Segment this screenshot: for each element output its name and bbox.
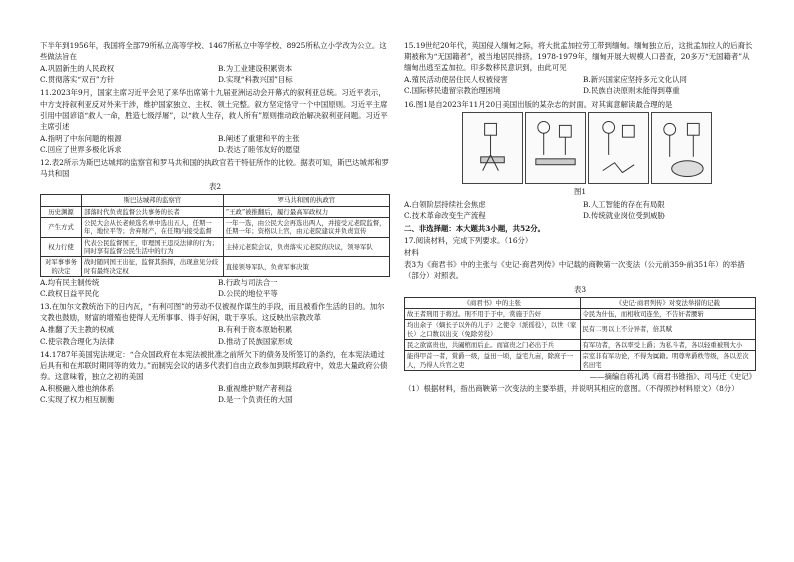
q14-stem: 14.1787年美国宪法规定：“合众国政府在本宪法被批准之前所欠下的债务及所签订的条约，在本宪法通过后具有和在邦联时期同等的效力。”而制宪会议的诸多代表们自由立政参加到联邦政府中，效忠大量政府公债券。这意味着，独立之初的美国: [40, 349, 388, 381]
comic-panel-2: [525, 112, 586, 184]
table-cell: 有军功者，各以率受上爵；为私斗者，各以轻重被刑大小: [580, 339, 756, 350]
table-cell: 均出余子（嫡长子以外的儿子）之使令（派徭役），以世（家长）之口数以出支（免除劳役）: [405, 320, 581, 340]
comic-panel-1: [462, 112, 523, 184]
q12-options: [40, 277, 390, 299]
option-d: D.是一个负责任的大国: [218, 395, 293, 405]
q13-options: [40, 324, 390, 346]
option-b: B.阐述了重建和平的主张: [218, 133, 300, 143]
table-cell: 民有二男以上不分异者，倍其赋: [580, 320, 756, 340]
option-d: D.传统就业岗位受到威胁: [583, 210, 665, 220]
table-cell: 部落时代负责监督公共事务的长者: [82, 206, 224, 217]
q15-stem: 15.19世纪20年代，英国侵入缅甸之际，将大批孟加拉劳工带到缅甸。缅甸独立后，这批孟加拉人的后裔长期被称为“无国籍者”，被当地居民排挤。1978-1979年，缅甸开展大规模人口普查，20多万“无国籍者”从缅甸出逃至孟加拉。印多数移民意识到，由此可见: [404, 41, 753, 73]
option-c: C.技术革命改变生产流程: [404, 210, 486, 220]
q13-stem: 13.在加尔文教统治下的日内瓦，“有利可图”的劳动不仅被视作谋生的手段，而且被看作生活的目的。加尔文教也鼓励，财富的增殖也使得人无所事事、得手好闲，耽于享乐。这反映出宗教改革: [40, 302, 385, 323]
table-cell: 战时随同国王出征，监督其指挥，出现意见分歧时有最终决定权: [82, 257, 224, 277]
header-cell: 《史记·商君列传》对变法举措的记载: [580, 297, 756, 308]
table-cell: 令民为什伍，而相收司连坐，不告奸者腰斩: [580, 308, 756, 319]
row-label: 对军事事务的决定: [41, 257, 82, 277]
option-a: A.推翻了天主教的权威: [40, 325, 115, 335]
comic-illustration: [462, 112, 712, 184]
header-cell: [41, 195, 82, 206]
option-d: D.推动了民族国家形成: [218, 336, 293, 346]
comic-panel-3: [588, 112, 649, 184]
table-cell: 故王者刑用于将过。刑不用于于中，赏施于告奸: [405, 308, 581, 319]
q12-stem: 12.表2所示为斯巴达城邦的监察官和罗马共和国的执政官若干特征所作的比较。据表可知，斯巴达城邦和罗马共和国: [40, 158, 390, 179]
table-cell: 民之欲富贵也，共阖棺而后止。而富贵之门必出于兵: [405, 339, 581, 350]
table-row: [405, 339, 756, 350]
q15-options: [404, 74, 756, 96]
header-cell: 斯巴达城邦的监察官: [82, 195, 224, 206]
table-cell: “王政”被推翻后，履行最高军政权力: [223, 206, 389, 217]
option-c: C.政权日益平民化: [40, 289, 100, 299]
q16-options: [404, 199, 756, 221]
q10-options: [40, 63, 390, 85]
option-c: C.回应了世界多极化诉求: [40, 144, 122, 154]
option-a: A.均有民主制传统: [40, 278, 100, 288]
figure-caption: 图1: [573, 186, 587, 196]
option-a: A.殖民活动使居住民人权被侵害: [404, 75, 508, 85]
option-d: D.实现“科教兴国”目标: [218, 75, 293, 85]
comic-panel-4: [651, 112, 712, 184]
section-heading: 二、非选择题：本大题共3小题，共52分。: [404, 223, 546, 233]
table-cell: 能得甲首一者，赏爵一级，益田一顷，益宅九亩，除庶子一人，乃得人兵官之吏: [405, 351, 581, 371]
q17-stem: 17.阅读材料，完成下列要求。（16分）: [404, 236, 533, 246]
option-c: C.国际移民遗留宗教治理困境: [404, 86, 501, 96]
table-row: [41, 206, 390, 217]
header-cell: 罗马共和国的执政官: [223, 195, 389, 206]
option-a: A.白领阶层持续社会焦虑: [404, 199, 486, 209]
option-d: D.公民的地位平等: [218, 289, 278, 299]
q11-options: [40, 133, 390, 155]
right-column: [404, 40, 756, 395]
option-b: B.有利于资本原始积累: [218, 325, 293, 335]
row-label: 历史渊源: [41, 206, 82, 217]
table-row: [405, 308, 756, 319]
table-row: [405, 320, 756, 340]
table2: [40, 194, 390, 277]
option-b: B.新兴国家应坚持多元文化认同: [583, 75, 687, 85]
option-b: B.为工业建设积累资本: [218, 64, 293, 74]
q11-stem: 11.2023年9月，国家主席习近平会见了来华出席第十九届亚洲运动会开幕式的叙利亚总统。习近平表示，中方支持叙利亚反对外来干涉，维护国家独立、主权、领土完整。叙方坚定恪守一个中国原则。习近平主席引用中国谚语“救人一命，胜造七级浮屠”，以“救人生存，救人所有”原则推动政治解决叙利亚问题。习近平主席引述: [40, 88, 388, 131]
option-b: B.重视维护财产者利益: [218, 384, 293, 394]
option-a: A.指明了中东问题的根源: [40, 133, 122, 143]
q17-text: 表3为《商君书》中的主张与《史记·商君列传》中记载的商鞅第一次变法（公元前359-前351年）的举措（部分）对照表。: [404, 260, 745, 281]
row-label: 产生方式: [41, 218, 82, 238]
option-c: C.贯彻落实“双百”方针: [40, 75, 115, 85]
table3-caption: 表3: [573, 284, 587, 294]
option-a: A.巩固新生的人民政权: [40, 64, 115, 74]
table-cell: 公民大会从长老候选名单中选出五人，任期一年，地位平等；舍弃财产，在任期内接受监督: [82, 218, 224, 238]
table-cell: 直接领导军队，负责军事决策: [223, 257, 389, 277]
option-d: D.民族自决原则未能得到尊重: [583, 86, 680, 96]
table-row: [405, 351, 756, 371]
header-cell: 《商君书》中的主张: [405, 297, 581, 308]
table-cell: 一年一选，由公民大会再选出两人，并接受元老院监督，任期一年；资格以上官，由元老院建议并负责宣传: [223, 218, 389, 238]
option-b: B.行政与司法合一: [218, 278, 278, 288]
table-cell: 代表公民监督国王，审理国王违反法律的行为；同时享有监督公民生活中的行为: [82, 237, 224, 257]
table-row: [41, 218, 390, 238]
q10-continuation: 下半年到1956年，我国将全部79所私立高等学校、1467所私立中等学校、8925所私立小学改为公立。这些做法旨在: [40, 41, 387, 62]
option-d: D.表达了睦邻友好的愿望: [218, 144, 300, 154]
option-c: C.使宗教合理化为法律: [40, 336, 115, 346]
q14-options: [40, 383, 390, 405]
row-label: 权力行使: [41, 237, 82, 257]
table-row: [41, 257, 390, 277]
table-header-row: [41, 195, 390, 206]
table-cell: 宗室非有军功论，不得为属籍。明尊卑爵秩等级，各以差次名田宅: [580, 351, 756, 371]
table-header-row: [405, 297, 756, 308]
table-row: [41, 237, 390, 257]
option-b: B.人工智能的存在有局限: [583, 199, 665, 209]
q16-stem: 16.图1是自2023年11月20日美国出版的某杂志的封面。对其寓意解读最合理的是: [404, 99, 673, 109]
q17-subquestion-1: （1）根据材料，指出商鞅第一次变法的主要举措，并说明其相应的意图。（不得照抄材料原文）（8分）: [404, 384, 739, 394]
option-c: C.实现了权力相互制衡: [40, 395, 115, 405]
left-column: [40, 40, 390, 407]
q17-material-label: 材料: [404, 248, 419, 258]
table3-source: ——摘编自蒋礼鸿《商君书锥指》、司马迁《史记》: [589, 371, 756, 381]
table2-caption: 表2: [208, 182, 222, 192]
table-cell: 主持元老院会议，负责落实元老院的决议，领导军队: [223, 237, 389, 257]
table3: [404, 297, 756, 371]
option-a: A.积极融入维也纳体系: [40, 384, 115, 394]
